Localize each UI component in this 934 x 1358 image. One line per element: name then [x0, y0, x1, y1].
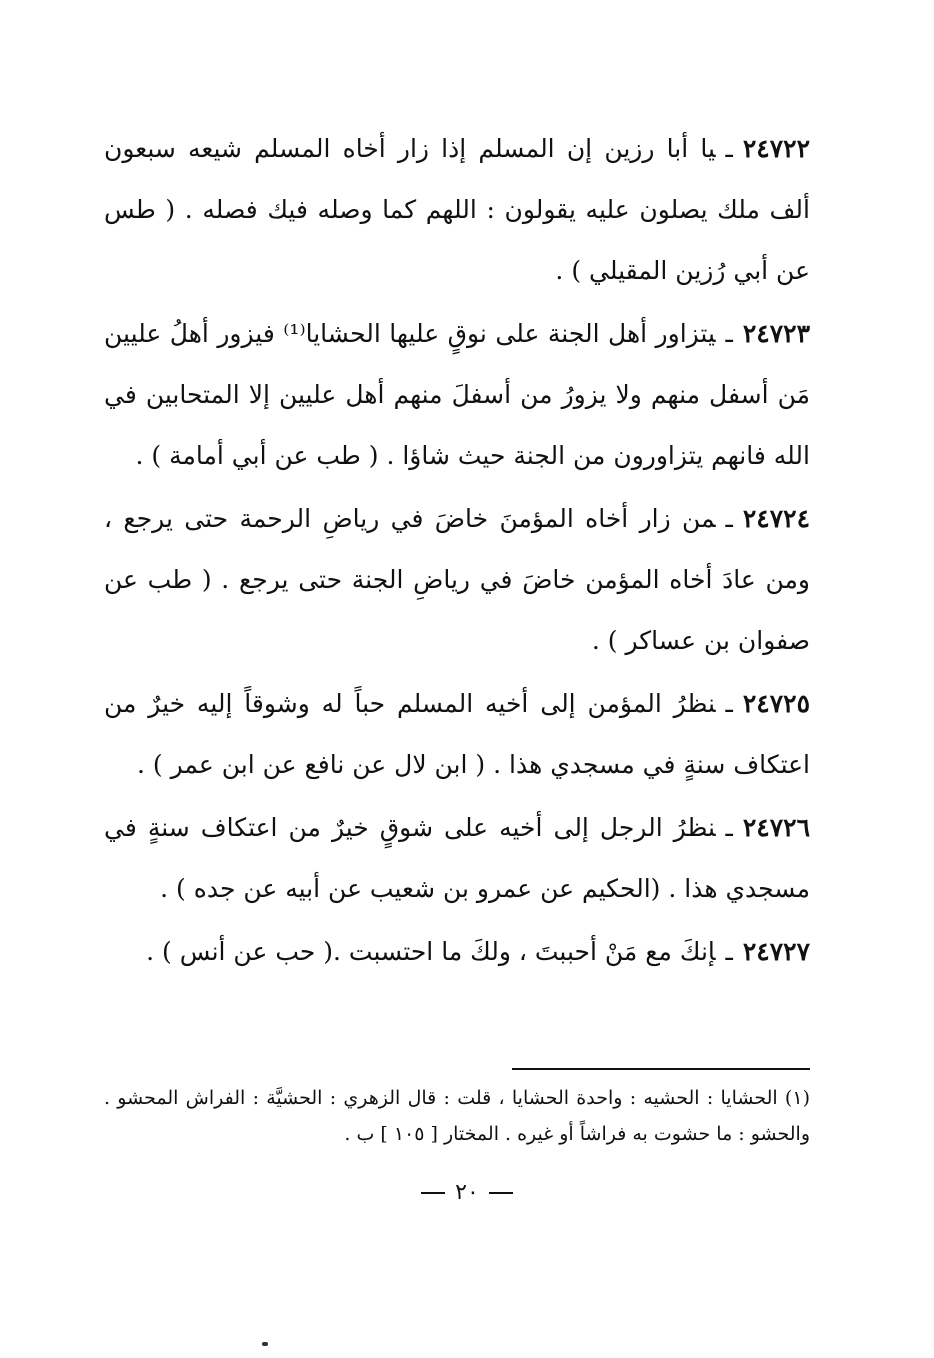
page-number-footer: [367, 1180, 567, 1205]
hadith-entry: [104, 797, 810, 919]
hadith-text: نظرُ الرجل إلى أخيه على شوقٍ خيرٌ من اعتكاف سنةٍ في مسجدي هذا . (الحكيم عن عمرو بن شعيب عن أبيه عن جده ) .: [104, 813, 810, 903]
hadith-entry: [104, 921, 810, 982]
footnote-divider: [512, 1068, 810, 1070]
hadith-text: نظرُ المؤمن إلى أخيه المسلم حباً له وشوقاً إليه خيرٌ من اعتكاف سنةٍ في مسجدي هذا . ( ابن لال عن نافع عن ابن عمر ) .: [104, 689, 810, 779]
hadith-number: ٢٤٧٢٣: [742, 319, 810, 348]
hadith-dash: ـ: [725, 319, 733, 348]
hadith-number: ٢٤٧٢٢: [742, 134, 810, 163]
hadith-dash: ـ: [725, 813, 733, 842]
hadith-entry: [104, 303, 810, 486]
page-number-dash-left: [421, 1192, 445, 1194]
hadith-dash: ـ: [725, 134, 733, 163]
hadith-number: ٢٤٧٢٤: [742, 504, 810, 533]
hadith-dash: ـ: [725, 937, 733, 966]
page-number-dash-right: [489, 1192, 513, 1194]
hadith-text: إنكَ مع مَنْ أحببتَ ، ولكَ ما احتسبت .( حب عن أنس ) .: [146, 937, 716, 966]
hadith-number: ٢٤٧٢٦: [742, 813, 810, 842]
footnote: (١) الحشايا : الحشيه : واحدة الحشايا ، قلت : قال الزهري : الحشيَّة : الفراش المحشو . والحشو : ما حشوت به فراشاً أو غيره . المختار [ ١٠٥ ] ب .: [104, 1087, 810, 1145]
hadith-list: [104, 118, 810, 982]
hadith-text: يتزاور أهل الجنة على نوقٍ عليها الحشايا⁽¹⁾ فيزور أهلُ عليين مَن أسفل منهم ولا يزورُ من أسفلَ منهم أهل عليين إلا المتحابين في الله فانهم يتزاورون من الجنة حيث شاؤا . ( طب عن أبي أمامة ) .: [104, 319, 810, 470]
hadith-text: يا أبا رزين إن المسلم إذا زار أخاه المسلم شيعه سبعون ألف ملك يصلون عليه يقولون : اللهم كما وصله فيك فصله . ( طس عن أبي رُزين المقيلي ) .: [104, 134, 810, 285]
hadith-dash: ـ: [725, 504, 733, 533]
hadith-number: ٢٤٧٢٧: [742, 937, 810, 966]
scan-speck: [262, 1342, 268, 1346]
hadith-entry: [104, 118, 810, 301]
hadith-dash: ـ: [725, 689, 733, 718]
hadith-text: من زار أخاه المؤمنَ خاضَ في رياضِ الرحمة حتى يرجع ، ومن عادَ أخاه المؤمن خاضَ في رياضِ الجنة حتى يرجع . ( طب عن صفوان بن عساكر ) .: [104, 504, 810, 655]
hadith-number: ٢٤٧٢٥: [742, 689, 810, 718]
hadith-entry: [104, 488, 810, 671]
page-number: ٢٠: [455, 1180, 479, 1205]
hadith-entry: [104, 673, 810, 795]
